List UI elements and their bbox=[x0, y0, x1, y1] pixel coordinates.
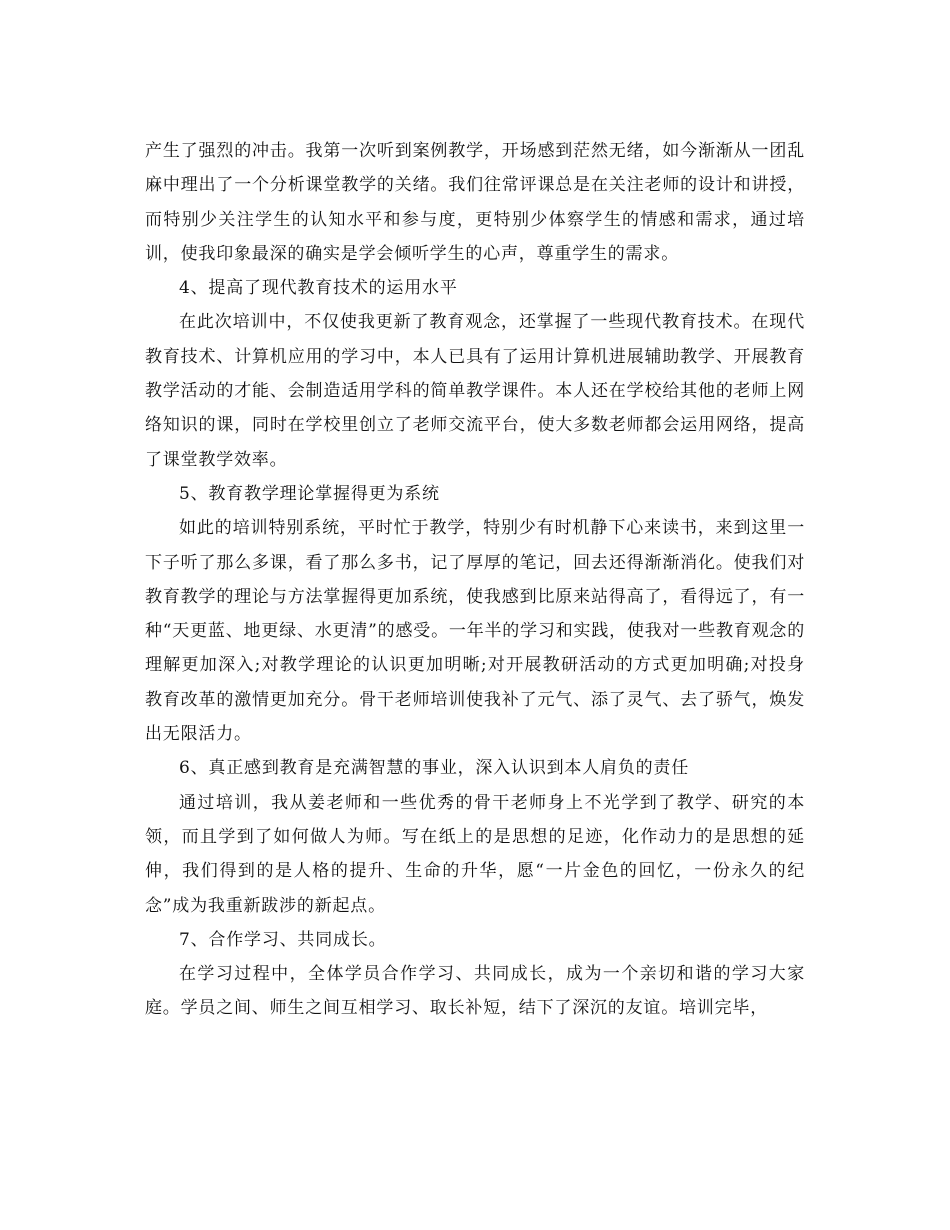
section-heading-4: 4、提高了现代教育技术的运用水平 bbox=[179, 278, 458, 299]
document-page bbox=[145, 134, 805, 1026]
paragraph-section-5: 如此的培训特别系统，平时忙于教学，特别少有时机静下心来读书，来到这里一下子听了那么多课，看了那么多书，记了厚厚的笔记，回去还得渐渐消化。使我们对教育教学的理论与方法掌握得更加系统，使我感到比原来站得高了，看得远了，有一种“天更蓝、地更绿、水更清”的感受。一年半的学习和实践，使我对一些教育观念的理解更加深入;对教学理论的认识更加明晰;对开展教研活动的方式更加明确;对投身教育改革的激情更加充分。骨干老师培训使我补了元气、添了灵气、去了骄气，焕发出无限活力。 bbox=[145, 518, 805, 745]
section-heading-7: 7、合作学习、共同成长。 bbox=[179, 929, 387, 950]
section-heading-5: 5、教育教学理论掌握得更为系统 bbox=[179, 483, 440, 504]
paragraph-section-4: 在此次培训中，不仅使我更新了教育观念，还掌握了一些现代教育技术。在现代教育技术、计算机应用的学习中，本人已具有了运用计算机进展辅助教学、开展教育教学活动的才能、会制造适用学科的简单教学课件。本人还在学校给其他的老师上网络知识的课，同时在学校里创立了老师交流平台，使大多数老师都会运用网络，提高了课堂教学效率。 bbox=[145, 312, 805, 470]
paragraph-section-6: 通过培训，我从姜老师和一些优秀的骨干老师身上不光学到了教学、研究的本领，而且学到了如何做人为师。写在纸上的是思想的足迹，化作动力的是思想的延伸，我们得到的是人格的提升、生命的升华，愿“一片金色的回忆，一份永久的纪念”成为我重新跋涉的新起点。 bbox=[145, 792, 805, 916]
paragraph-section-7: 在学习过程中，全体学员合作学习、共同成长，成为一个亲切和谐的学习大家庭。学员之间、师生之间互相学习、取长补短，结下了深沉的友谊。培训完毕， bbox=[145, 964, 805, 1019]
section-heading-6: 6、真正感到教育是充满智慧的事业，深入认识到本人肩负的责任 bbox=[179, 758, 690, 779]
paragraph-intro: 产生了强烈的冲击。我第一次听到案例教学，开场感到茫然无绪，如今渐渐从一团乱麻中理出了一个分析课堂教学的关绪。我们往常评课总是在关注老师的设计和讲授，而特别少关注学生的认知水平和参与度，更特别少体察学生的情感和需求，通过培训，使我印象最深的确实是学会倾听学生的心声，尊重学生的需求。 bbox=[145, 141, 805, 264]
